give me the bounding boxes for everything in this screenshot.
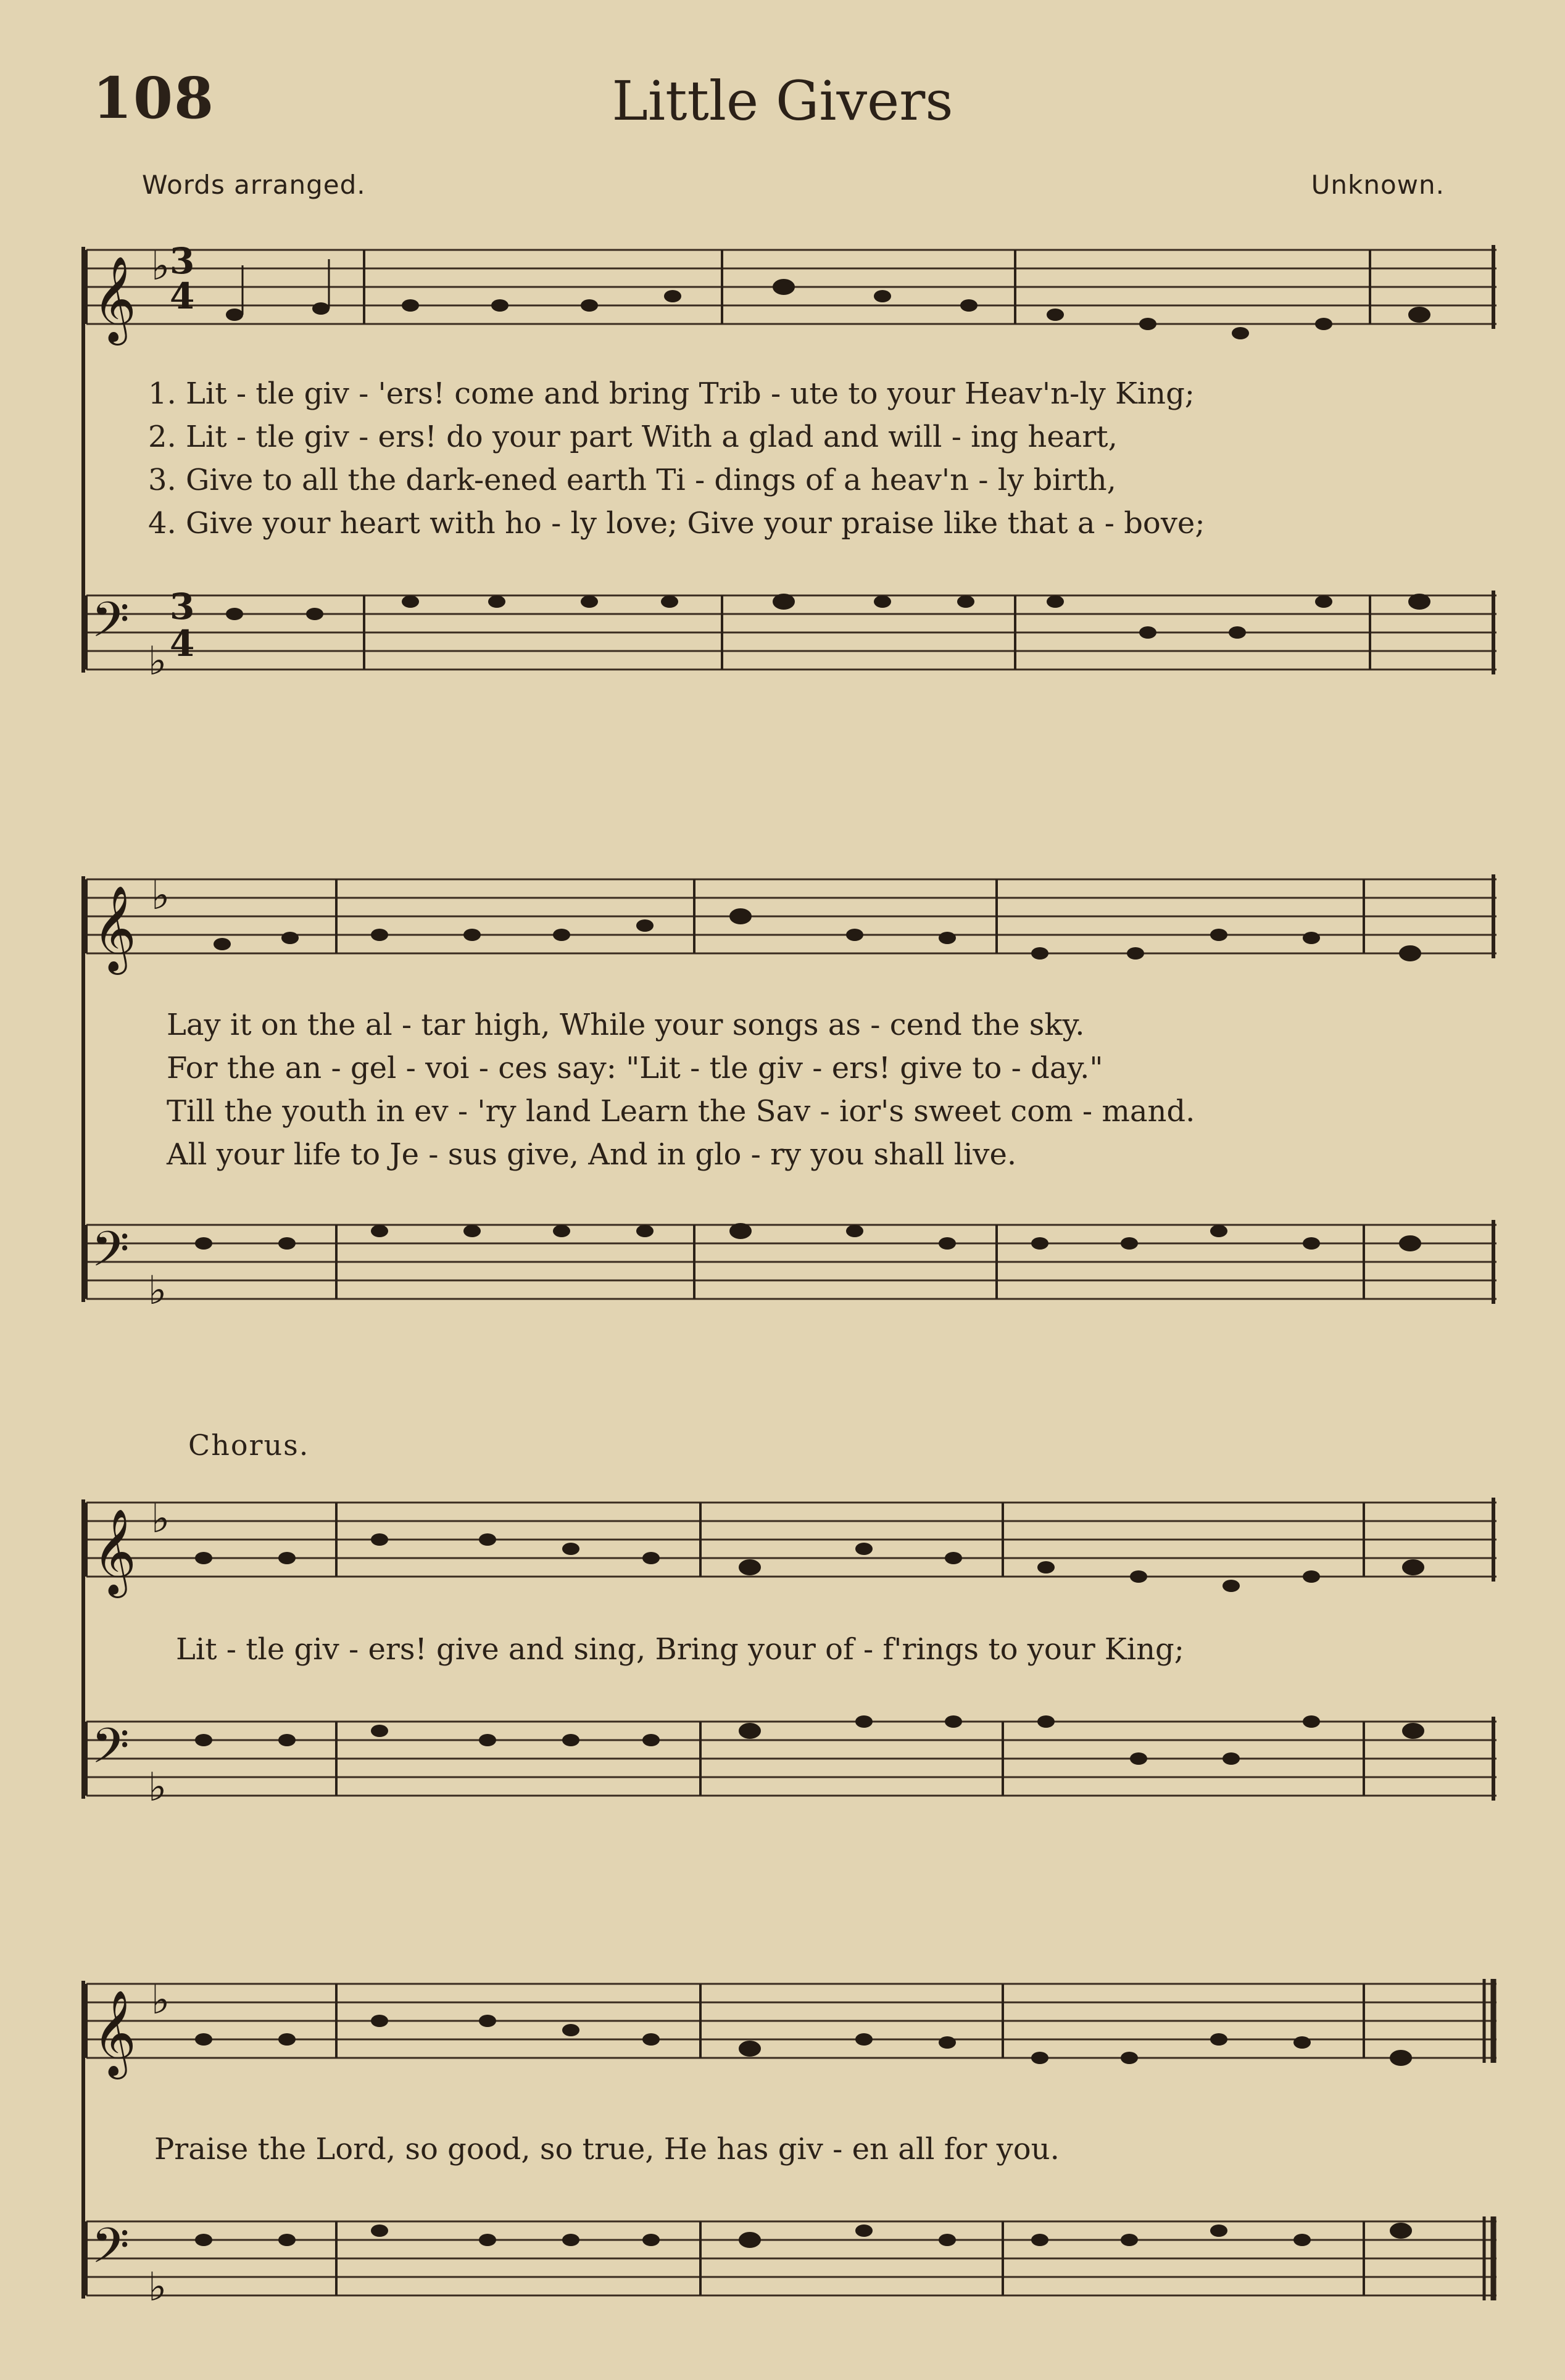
flat-icon: ♭ xyxy=(151,244,170,289)
chorus-label: Chorus. xyxy=(188,1428,310,1462)
bass-clef-icon: 𝄢 xyxy=(91,1717,130,1786)
verse-2-line-2: For the an - gel - voi - ces say: "Lit - tle giv - ers! give to - day." xyxy=(167,1051,1103,1085)
treble-notes xyxy=(226,259,1429,339)
verse-4-line-2: All your life to Je - sus give, And in glo - ry you shall live. xyxy=(167,1137,1017,1172)
treble-clef-icon: 𝄞 xyxy=(93,885,136,971)
bass-staff xyxy=(86,1220,1497,1314)
bass-clef-icon: 𝄢 xyxy=(91,591,130,660)
chorus-line-2: Praise the Lord, so good, so true, He has giv - en all for you. xyxy=(154,2132,1060,2166)
svg-text:4: 4 xyxy=(170,275,195,317)
treble-staff xyxy=(86,873,1497,975)
treble-clef-icon: 𝄞 xyxy=(93,1990,136,2076)
verse-4-line-1: 4. Give your heart with ho - ly love; Give your praise like that a - bove; xyxy=(148,506,1205,541)
flat-icon: ♭ xyxy=(151,1978,170,2023)
hymn-title: Little Givers xyxy=(612,69,953,133)
svg-text:3: 3 xyxy=(170,586,195,628)
treble-staff xyxy=(86,240,1497,346)
bass-staff xyxy=(86,1715,1497,1810)
flat-icon: ♭ xyxy=(148,1765,167,1810)
svg-text:4: 4 xyxy=(170,623,195,665)
treble-notes xyxy=(195,1533,1423,1592)
bass-staff xyxy=(86,2216,1497,2310)
page-number: 108 xyxy=(93,65,215,131)
verse-2-line-1: 2. Lit - tle giv - ers! do your part With a glad and will - ing heart, xyxy=(148,420,1118,454)
bass-staff xyxy=(86,586,1497,684)
flat-icon: ♭ xyxy=(148,639,167,684)
bass-notes xyxy=(195,2224,1411,2247)
verse-1-line-1: 1. Lit - tle giv - 'ers! come and bring Trib - ute to your Heav'n-ly King; xyxy=(148,376,1195,411)
flat-icon: ♭ xyxy=(151,873,170,919)
treble-clef-icon: 𝄞 xyxy=(93,256,136,342)
treble-staff xyxy=(86,1496,1497,1598)
music-credit: Unknown. xyxy=(1311,170,1445,200)
svg-text:3: 3 xyxy=(170,240,195,282)
verse-3-line-1: 3. Give to all the dark-ened earth Ti - dings of a heav'n - ly birth, xyxy=(148,463,1116,497)
treble-staff xyxy=(86,1978,1497,2079)
flat-icon: ♭ xyxy=(148,1268,167,1314)
treble-clef-icon: 𝄞 xyxy=(93,1509,136,1594)
flat-icon: ♭ xyxy=(151,1496,170,1542)
bass-clef-icon: 𝄢 xyxy=(91,1221,130,1290)
verse-1-line-2: Lay it on the al - tar high, While your songs as - cend the sky. xyxy=(167,1008,1085,1042)
chorus-line-1: Lit - tle giv - ers! give and sing, Bring your of - f'rings to your King; xyxy=(176,1632,1184,1667)
words-credit: Words arranged. xyxy=(142,170,366,200)
bass-notes xyxy=(195,1224,1420,1250)
bass-clef-icon: 𝄢 xyxy=(91,2217,130,2286)
flat-icon: ♭ xyxy=(148,2265,167,2310)
verse-3-line-2: Till the youth in ev - 'ry land Learn the Sav - ior's sweet com - mand. xyxy=(167,1094,1195,1129)
